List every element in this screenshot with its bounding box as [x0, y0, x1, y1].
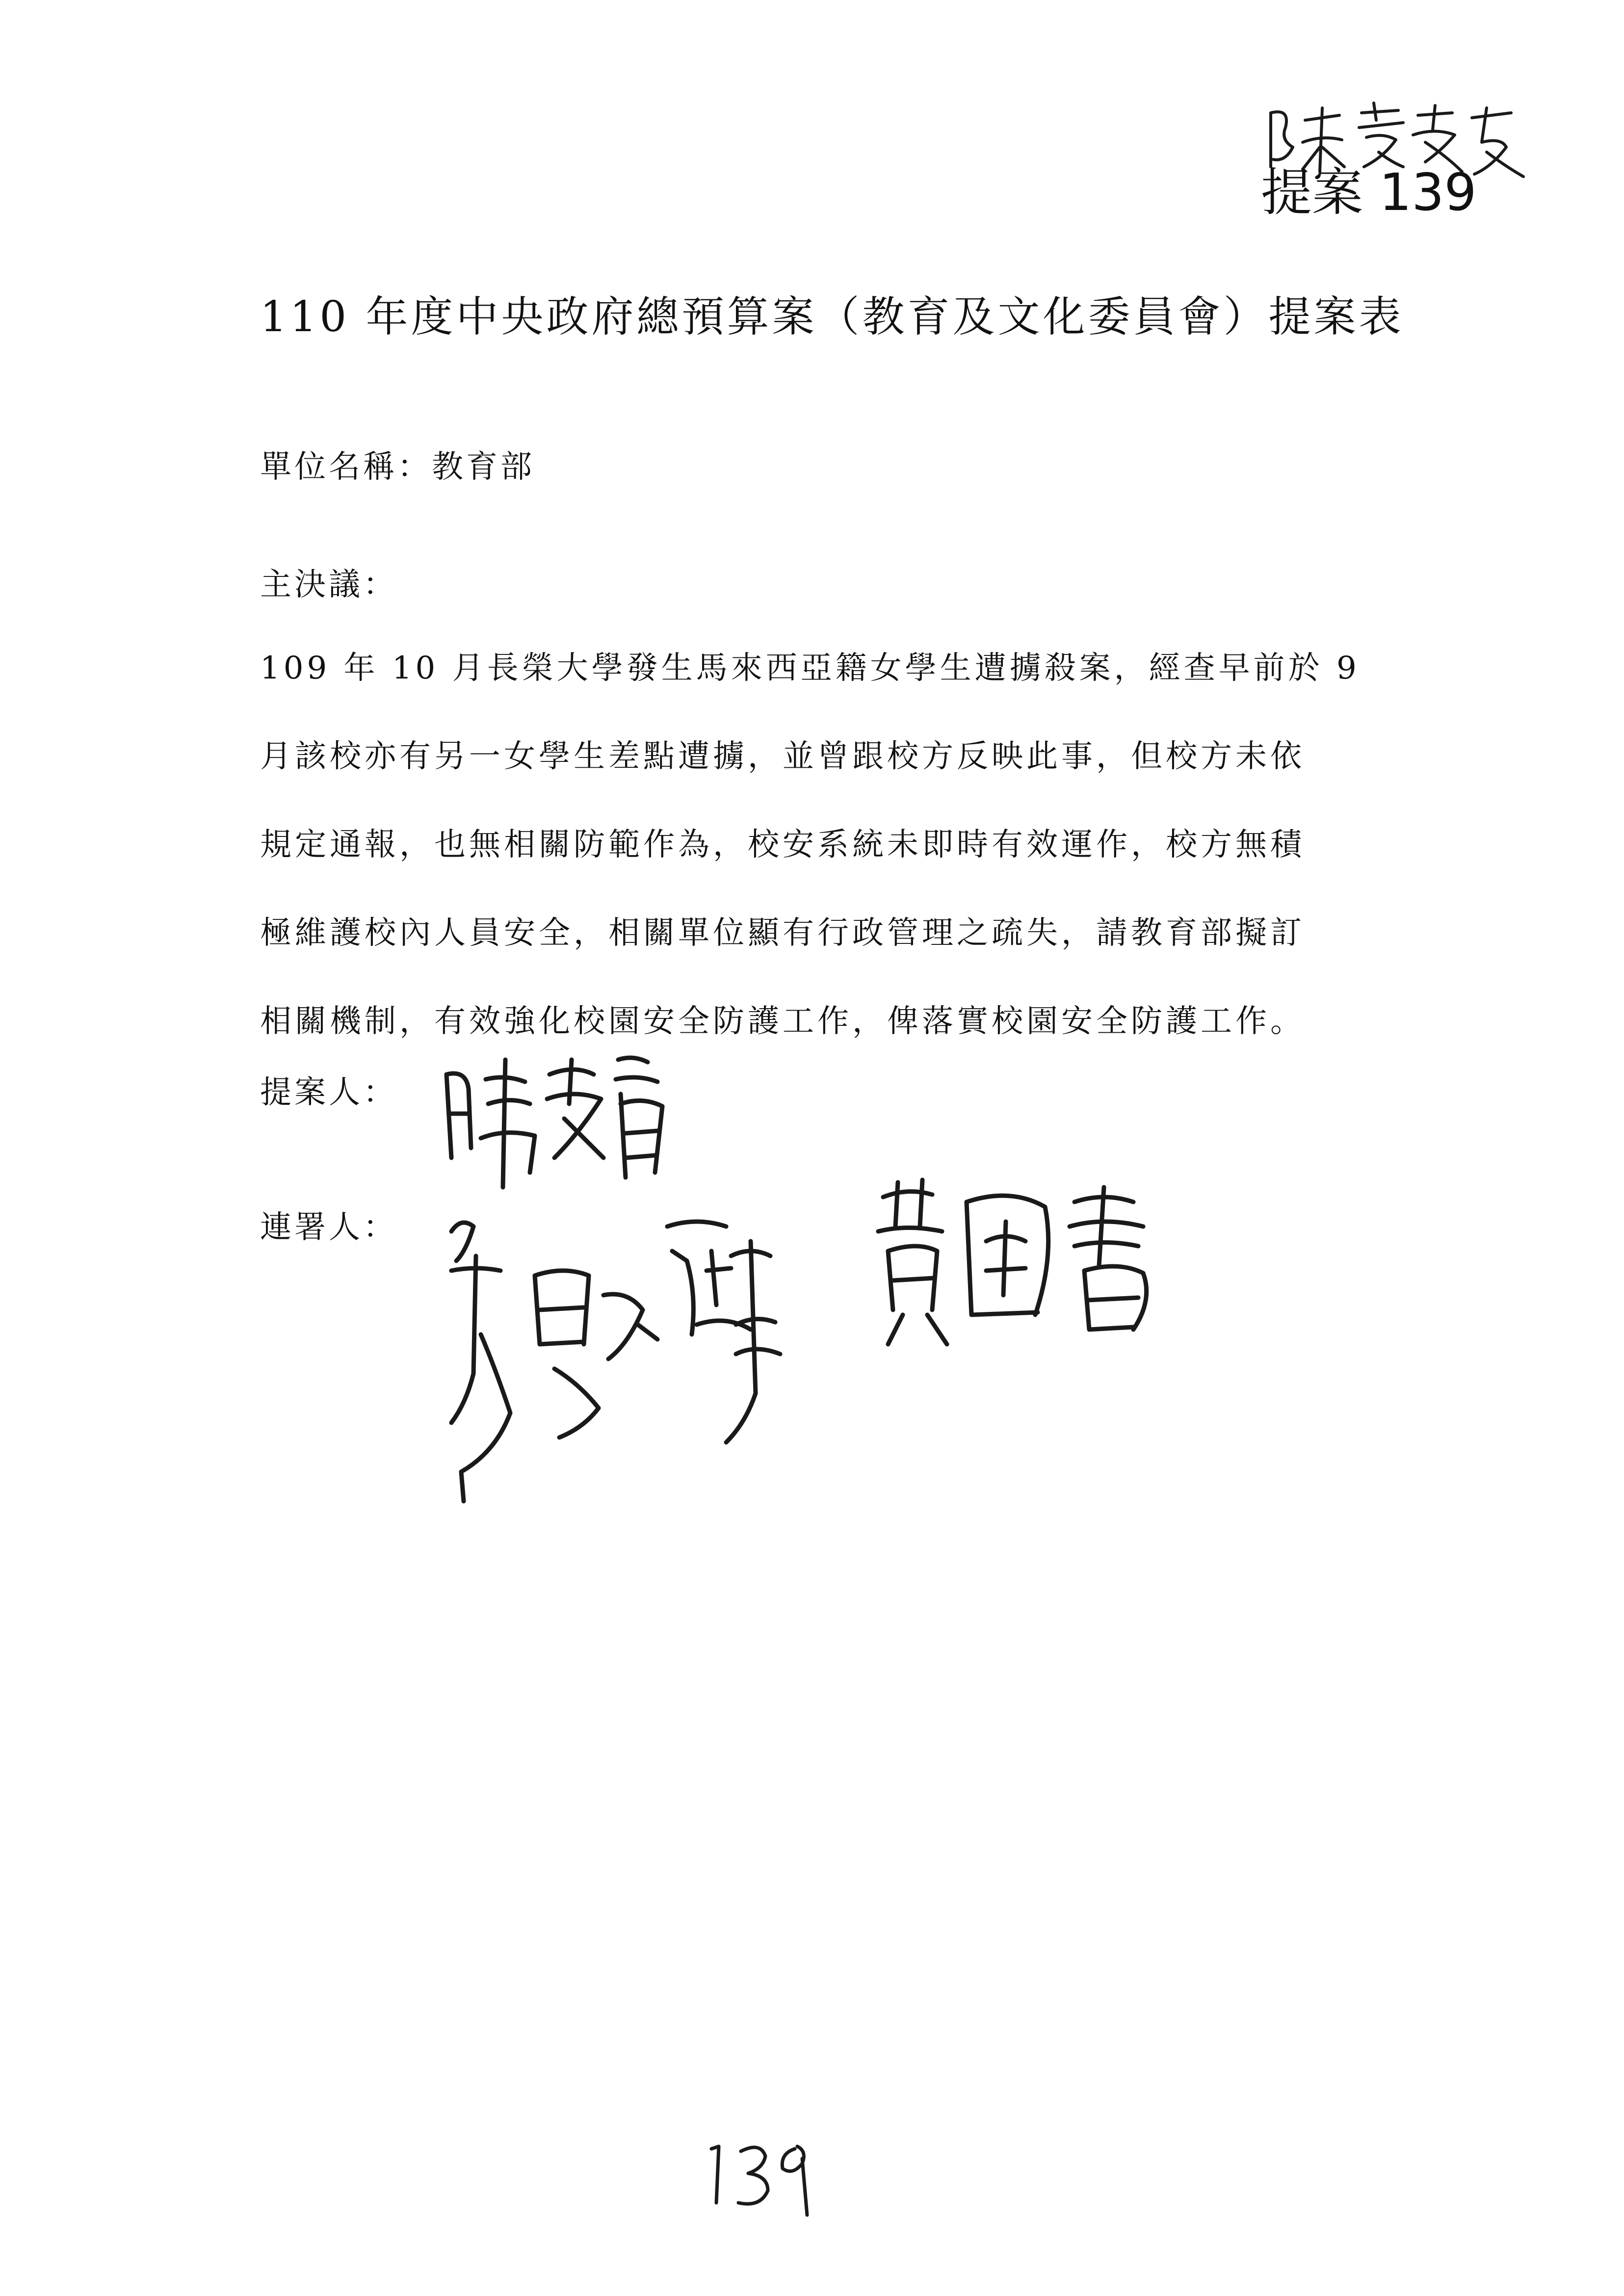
- handwritten-page-number: [697, 2129, 824, 2222]
- body-line-5: 相關機制，有效強化校園安全防護工作，俾落實校園安全防護工作。: [260, 1003, 1305, 1040]
- main-resolution-label: 主決議：: [260, 567, 397, 603]
- body-line-4: 極維護校內人員安全，相關單位顯有行政管理之疏失，請教育部擬訂: [260, 915, 1305, 951]
- body-line-3: 規定通報，也無相關防範作為，校安系統未即時有效運作，校方無積: [260, 827, 1305, 863]
- proposer-label: 提案人：: [260, 1074, 397, 1111]
- proposer-signature: [432, 1040, 677, 1202]
- unit-name-line: 單位名稱：教育部: [260, 449, 535, 485]
- cosigner-signature-1: [432, 1197, 913, 1521]
- resolution-body: [260, 652, 1418, 1094]
- body-line-1: 109 年 10 月長榮大學發生馬來西亞籍女學生遭擄殺案，經查早前於 9: [260, 650, 1360, 686]
- cosigner-signature-2: [868, 1168, 1182, 1364]
- body-line-2: 月該校亦有另一女學生差點遭擄，並曾跟校方反映此事，但校方未依: [260, 738, 1305, 775]
- proposal-number: 提案 139: [1261, 162, 1477, 222]
- document-title: 110 年度中央政府總預算案（教育及文化委員會）提案表: [260, 292, 1404, 341]
- cosigner-label: 連署人：: [260, 1209, 397, 1246]
